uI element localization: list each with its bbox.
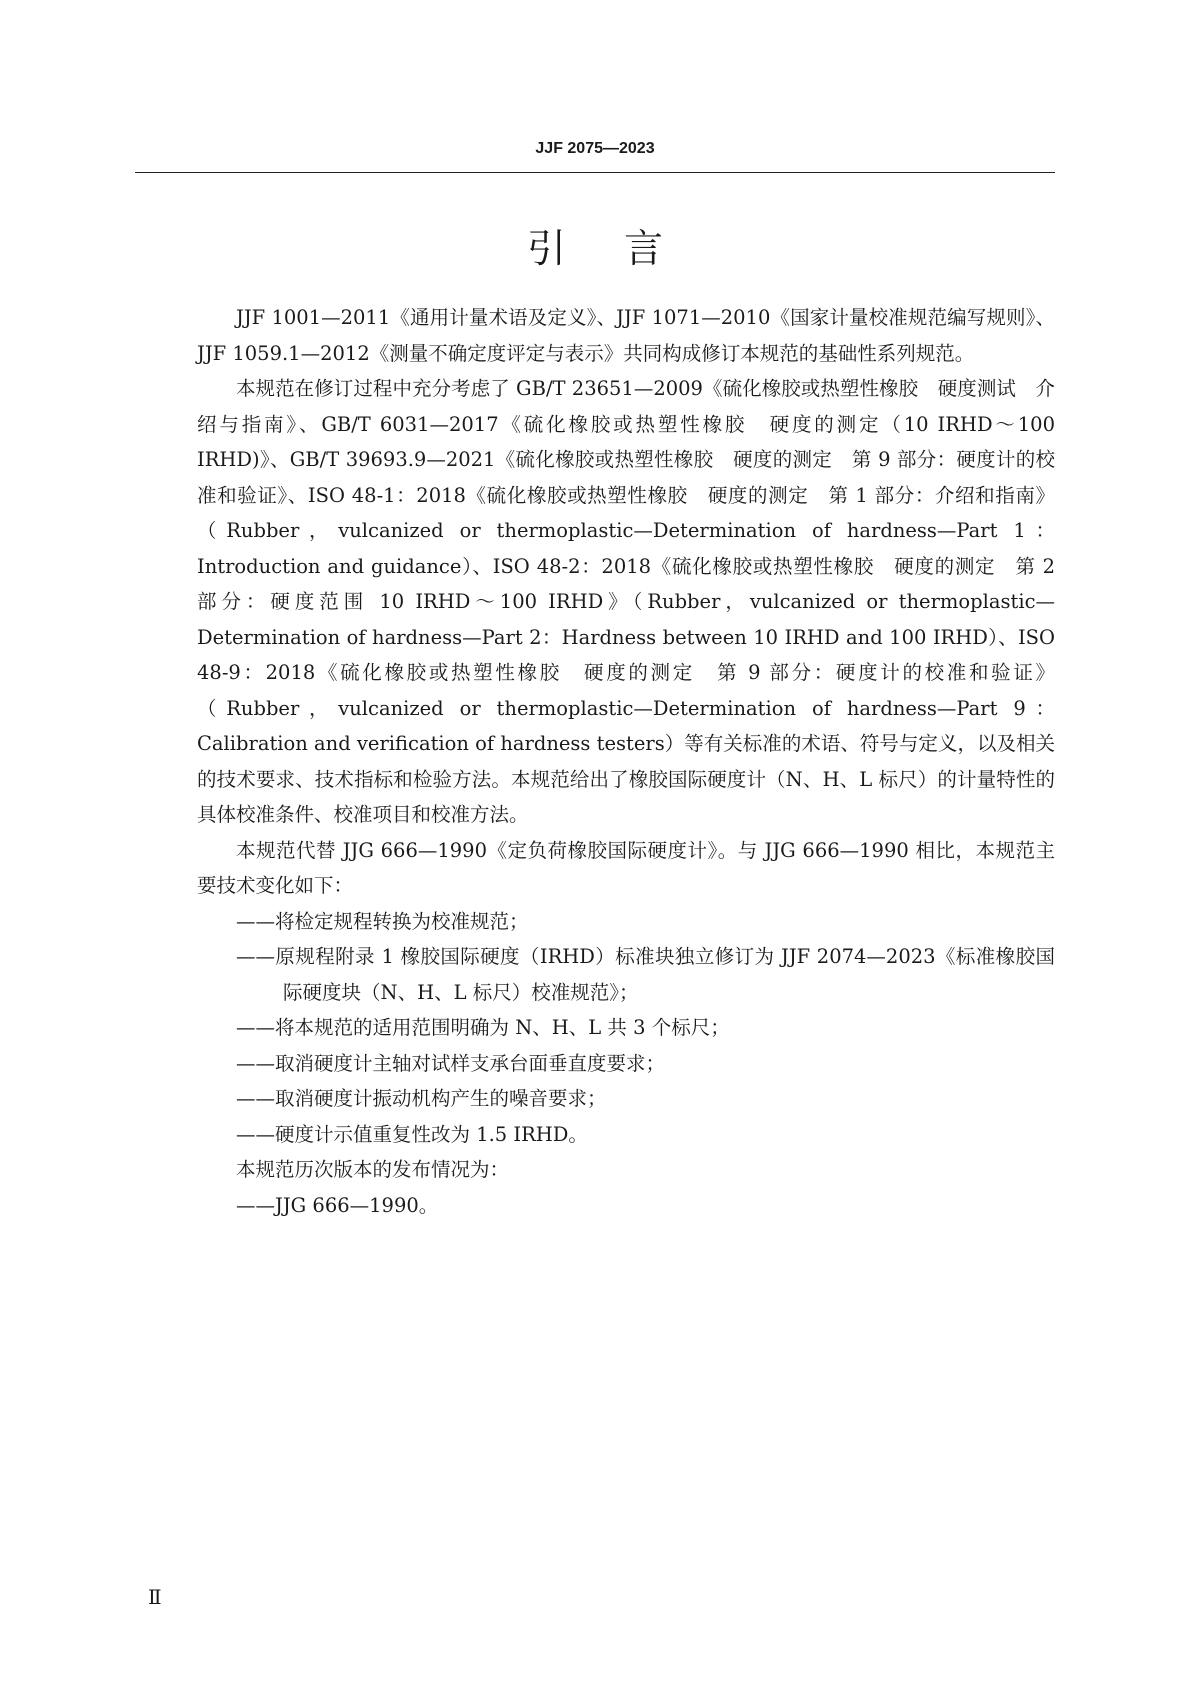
- change-item: ——将本规范的适用范围明确为 N、H、L 共 3 个标尺；: [236, 1016, 730, 1039]
- change-item: ——将检定规程转换为校准规范；: [236, 909, 529, 933]
- change-item: ——取消硬度计主轴对试样支承台面垂直度要求；: [236, 1051, 666, 1075]
- change-item: ——原规程附录 1 橡胶国际硬度（IRHD）标准块独立修订为 JJF 2074—2023《标准橡胶国际硬度块（N、H、L 标尺）校准规范》；: [236, 945, 1055, 1004]
- paragraph: JJF 1001—2011《通用计量术语及定义》、JJF 1071—2010《国家计量校准规范编写规则》、JJF 1059.1—2012《测量不确定度评定与表示》共同构成修订本规范的基础性系列规范。: [197, 306, 1055, 365]
- history-item: ——JJG 666—1990。: [236, 1193, 439, 1217]
- paragraph: 本规范在修订过程中充分考虑了 GB/T 23651—2009《硫化橡胶或热塑性橡胶 硬度测试 介绍与指南》、GB/T 6031—2017《硫化橡胶或热塑性橡胶 硬度的测定（10 IRHD～100 IRHD)》、GB/T 39693.9—2021《硫化橡胶或热塑性橡胶 硬度的测定 第 9 部分：硬度计的校准和验证》、ISO 48-1：2018《硫化橡胶或热塑性橡胶 硬度的测定 第 1 部分：介绍和指南》（Rubber，vulcanized or thermoplastic—Determination of hardness—Part 1：Introduction and guidance）、ISO 48-2：2018《硫化橡胶或热塑性橡胶 硬度的测定 第 2 部分：硬度范围 10 IRHD～100 IRHD》（Rubber，vulcanized or thermoplastic—Determination of hardness—Part 2：Hardness between 10 IRHD and 100 IRHD）、ISO 48-9：2018《硫化橡胶或热塑性橡胶 硬度的测定 第 9 部分：硬度计的校准和验证》（Rubber，vulcanized or thermoplastic—Determination of hardness—Part 9：Calibration and verification of hardness testers）等有关标准的术语、符号与定义，以及相关的技术要求、技术指标和检验方法。本规范给出了橡胶国际硬度计（N、H、L 标尺）的计量特性的具体校准条件、校准项目和校准方法。: [197, 377, 1055, 826]
- document-code-header: JJF 2075—2023: [535, 140, 655, 157]
- section-title: 引言: [526, 227, 721, 272]
- change-item: ——取消硬度计振动机构产生的噪音要求；: [236, 1087, 607, 1110]
- change-item: ——硬度计示值重复性改为 1.5 IRHD。: [236, 1122, 588, 1146]
- history-intro: 本规范历次版本的发布情况为：: [236, 1158, 510, 1181]
- paragraph: 本规范代替 JJG 666—1990《定负荷橡胶国际硬度计》。与 JJG 666—1990 相比，本规范主要技术变化如下：: [197, 838, 1055, 897]
- body-text: [197, 300, 1055, 1223]
- header-rule: [135, 172, 1055, 173]
- page-number: Ⅱ: [148, 1585, 162, 1609]
